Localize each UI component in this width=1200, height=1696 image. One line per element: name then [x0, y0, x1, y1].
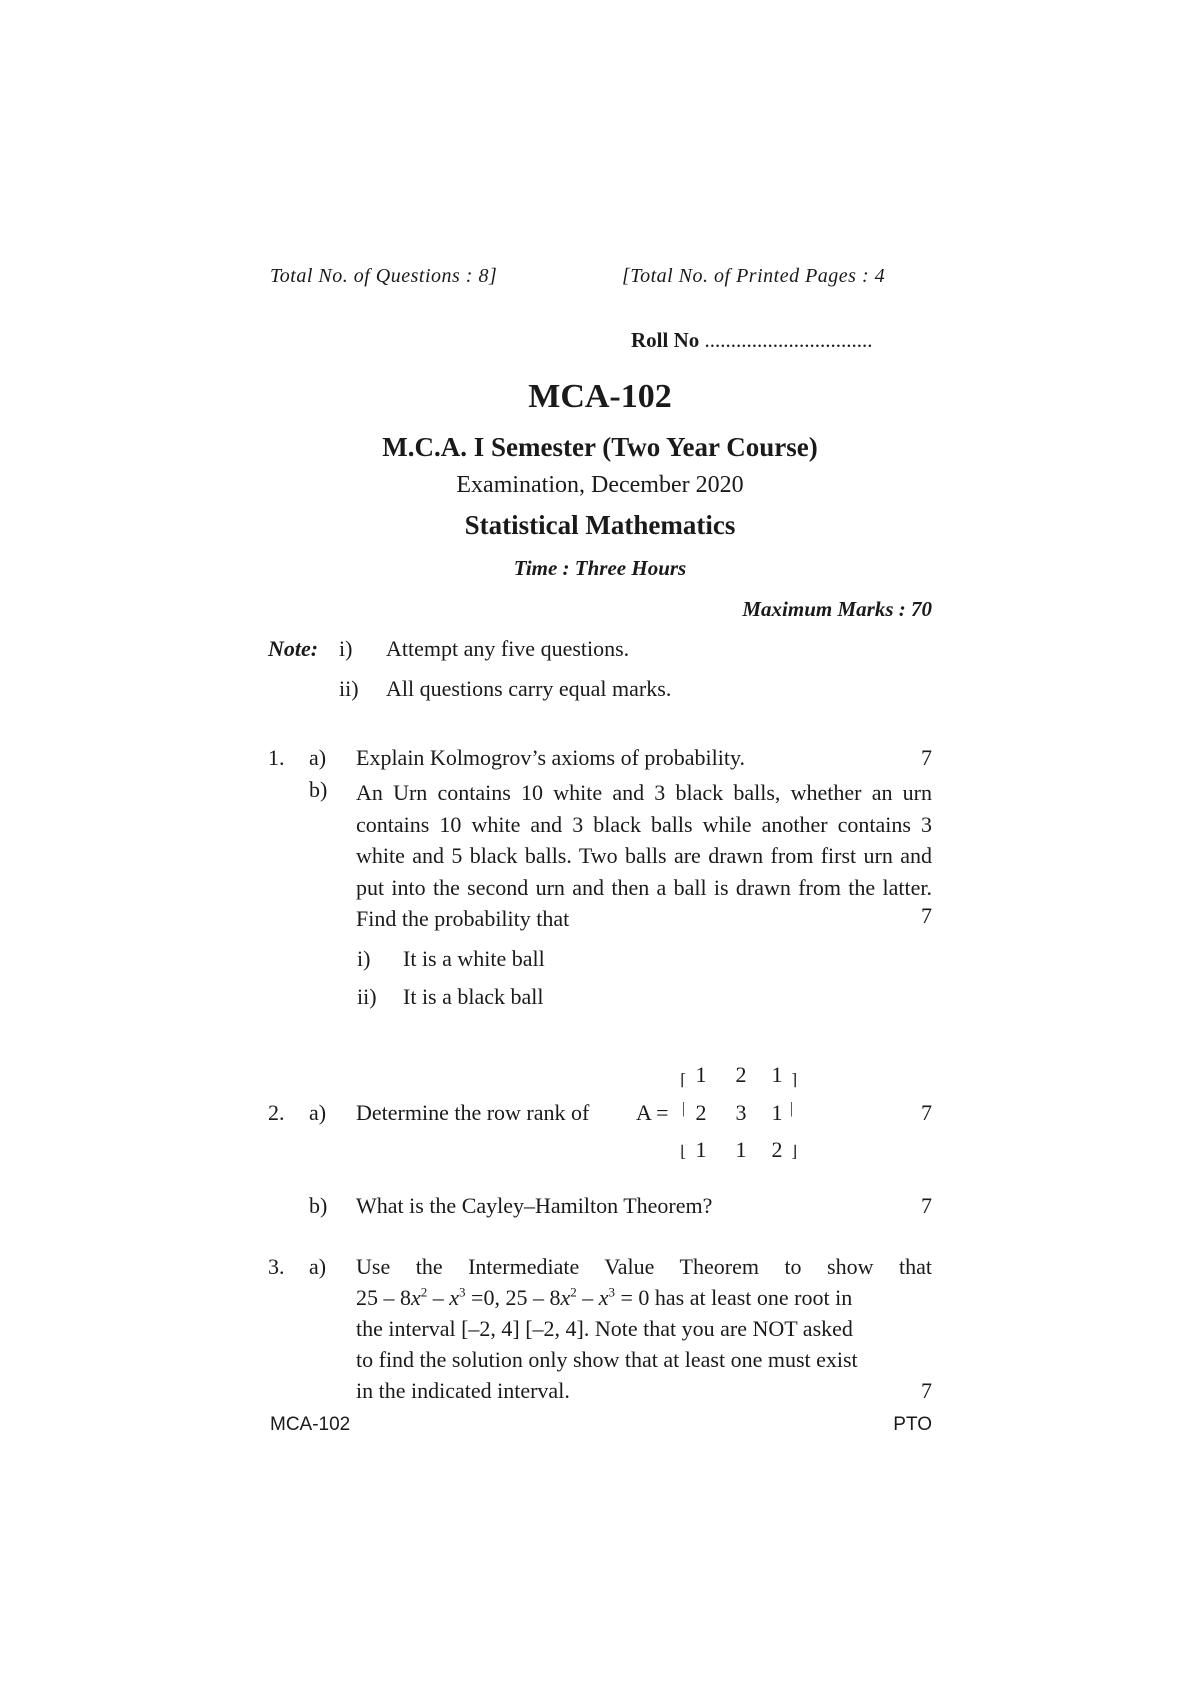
question-marks: 7	[921, 1100, 932, 1125]
matrix-cell: 1	[771, 1100, 783, 1125]
total-pages: [Total No. of Printed Pages : 4	[622, 265, 886, 287]
subpart-num: i)	[357, 946, 371, 971]
matrix-bracket-bottom-right: ⌋	[791, 1144, 798, 1161]
question-number: 1.	[268, 745, 285, 770]
question-text-line: the interval [–2, 4] [–2, 4]. Note that you are NOT asked	[356, 1316, 853, 1341]
question-text: An Urn contains 10 white and 3 black balls, whether an urn contains 10 white and 3 black balls while another contains 3 white and 5 black balls. Two balls are drawn from first urn and put into the second urn and then a ball is drawn from the latter. Find the probability that	[356, 780, 932, 931]
question-part-label: b)	[309, 1193, 328, 1218]
matrix-cell: 3	[735, 1100, 747, 1125]
footer-pto: PTO	[893, 1414, 932, 1435]
roll-no-label: Roll No	[631, 328, 700, 352]
matrix-cell: 2	[695, 1100, 707, 1125]
matrix-bracket-top-left: ⌈	[680, 1072, 687, 1089]
subpart-num: ii)	[357, 984, 377, 1009]
roll-no-dots: ................................	[704, 328, 873, 352]
matrix-cell: 1	[695, 1137, 707, 1162]
matrix-cell: 1	[735, 1137, 747, 1162]
matrix-cell: 1	[695, 1062, 707, 1087]
question-text: Explain Kolmogrov’s axioms of probability.	[356, 745, 746, 770]
roll-no	[631, 328, 873, 353]
question-text-line: to find the solution only show that at least one must exist	[356, 1347, 858, 1372]
matrix-bracket-mid-left: |	[682, 1100, 686, 1117]
exam-session: Examination, December 2020	[456, 472, 744, 498]
matrix-bracket-mid-right: |	[790, 1100, 794, 1117]
question-text-line: Use the Intermediate Value Theorem to show that	[356, 1254, 932, 1279]
matrix-bracket-top-right: ⌉	[791, 1072, 798, 1089]
matrix-bracket-bottom-left: ⌊	[680, 1144, 687, 1161]
question-number: 3.	[268, 1254, 285, 1279]
maximum-marks: Maximum Marks : 70	[742, 597, 932, 621]
question-marks: 7	[921, 1193, 932, 1218]
note-item-text: Attempt any five questions.	[386, 636, 630, 661]
question-part-label: b)	[309, 777, 328, 802]
note-item-num: i)	[339, 636, 353, 661]
subpart-text: It is a white ball	[403, 946, 545, 971]
subject-title: Statistical Mathematics	[464, 510, 736, 540]
question-number: 2.	[268, 1100, 285, 1125]
matrix-label: A =	[636, 1100, 669, 1125]
question-marks: 7	[921, 903, 932, 928]
note-label: Note:	[268, 636, 319, 661]
course-title: M.C.A. I Semester (Two Year Course)	[382, 432, 818, 462]
subpart-text: It is a black ball	[403, 984, 544, 1009]
question-text: What is the Cayley–Hamilton Theorem?	[356, 1193, 713, 1218]
question-part-label: a)	[309, 1254, 327, 1279]
question-text-line: in the indicated interval.	[356, 1378, 570, 1403]
exam-time: Time : Three Hours	[513, 556, 687, 580]
matrix-cell: 2	[735, 1062, 747, 1087]
footer-code: MCA-102	[270, 1414, 351, 1435]
question-marks: 7	[921, 745, 932, 770]
paper-code: MCA-102	[528, 378, 672, 415]
matrix-cell: 1	[771, 1062, 783, 1087]
note-item-text: All questions carry equal marks.	[386, 676, 672, 701]
note-item-num: ii)	[339, 676, 359, 701]
question-marks: 7	[921, 1378, 932, 1403]
total-questions: Total No. of Questions : 8]	[270, 265, 498, 287]
question-part-label: a)	[309, 1100, 327, 1125]
question-equation-line: $25 - 8x^2 - x^3 =0$, $25 - 8x^2 - x^3 = 0$ has at least one root in	[356, 1284, 853, 1310]
question-text: Determine the row rank of	[356, 1100, 590, 1125]
matrix-cell: 2	[771, 1137, 783, 1162]
question-part-label: a)	[309, 745, 327, 770]
